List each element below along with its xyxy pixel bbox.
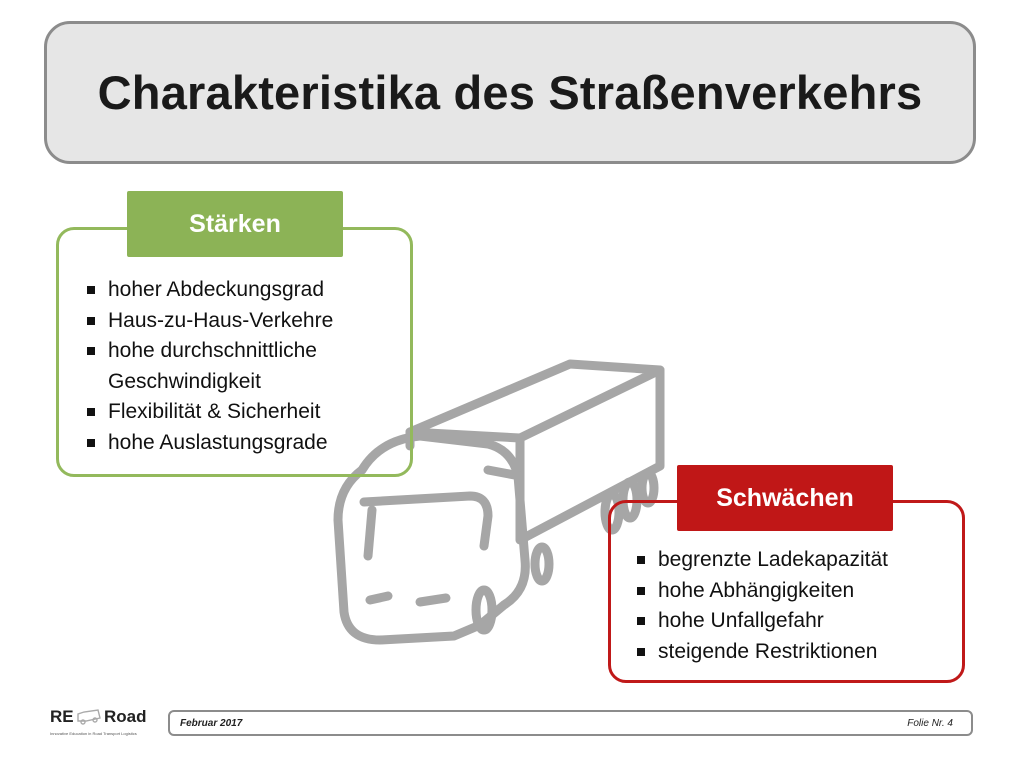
- strengths-heading: Stärken: [127, 191, 343, 257]
- list-item: hohe durchschnittliche Geschwindigkeit: [86, 336, 396, 397]
- list-item: begrenzte Ladekapazität: [636, 545, 956, 576]
- logo-tagline: Innovative Education in Road Transport Logistics: [50, 731, 137, 736]
- list-item: steigende Restriktionen: [636, 637, 956, 668]
- truck-icon: [76, 707, 102, 727]
- logo-right-text: Road: [104, 707, 147, 726]
- list-item: Flexibilität & Sicherheit: [86, 397, 396, 428]
- list-item: hohe Unfallgefahr: [636, 606, 956, 637]
- slide-title: Charakteristika des Straßenverkehrs: [97, 66, 923, 119]
- list-item: hoher Abdeckungsgrad: [86, 275, 396, 306]
- strengths-list: [86, 275, 396, 458]
- list-item: hohe Abhängigkeiten: [636, 576, 956, 607]
- logo: [48, 703, 153, 743]
- list-item: hohe Auslastungsgrade: [86, 428, 396, 459]
- logo-left-text: RE: [50, 707, 74, 726]
- footer-bar: [168, 710, 973, 736]
- weaknesses-heading: Schwächen: [677, 465, 893, 531]
- footer-date: Februar 2017: [180, 717, 243, 729]
- slide-number: Folie Nr. 4: [907, 717, 953, 729]
- list-item: Haus-zu-Haus-Verkehre: [86, 306, 396, 337]
- weaknesses-list: [636, 545, 956, 667]
